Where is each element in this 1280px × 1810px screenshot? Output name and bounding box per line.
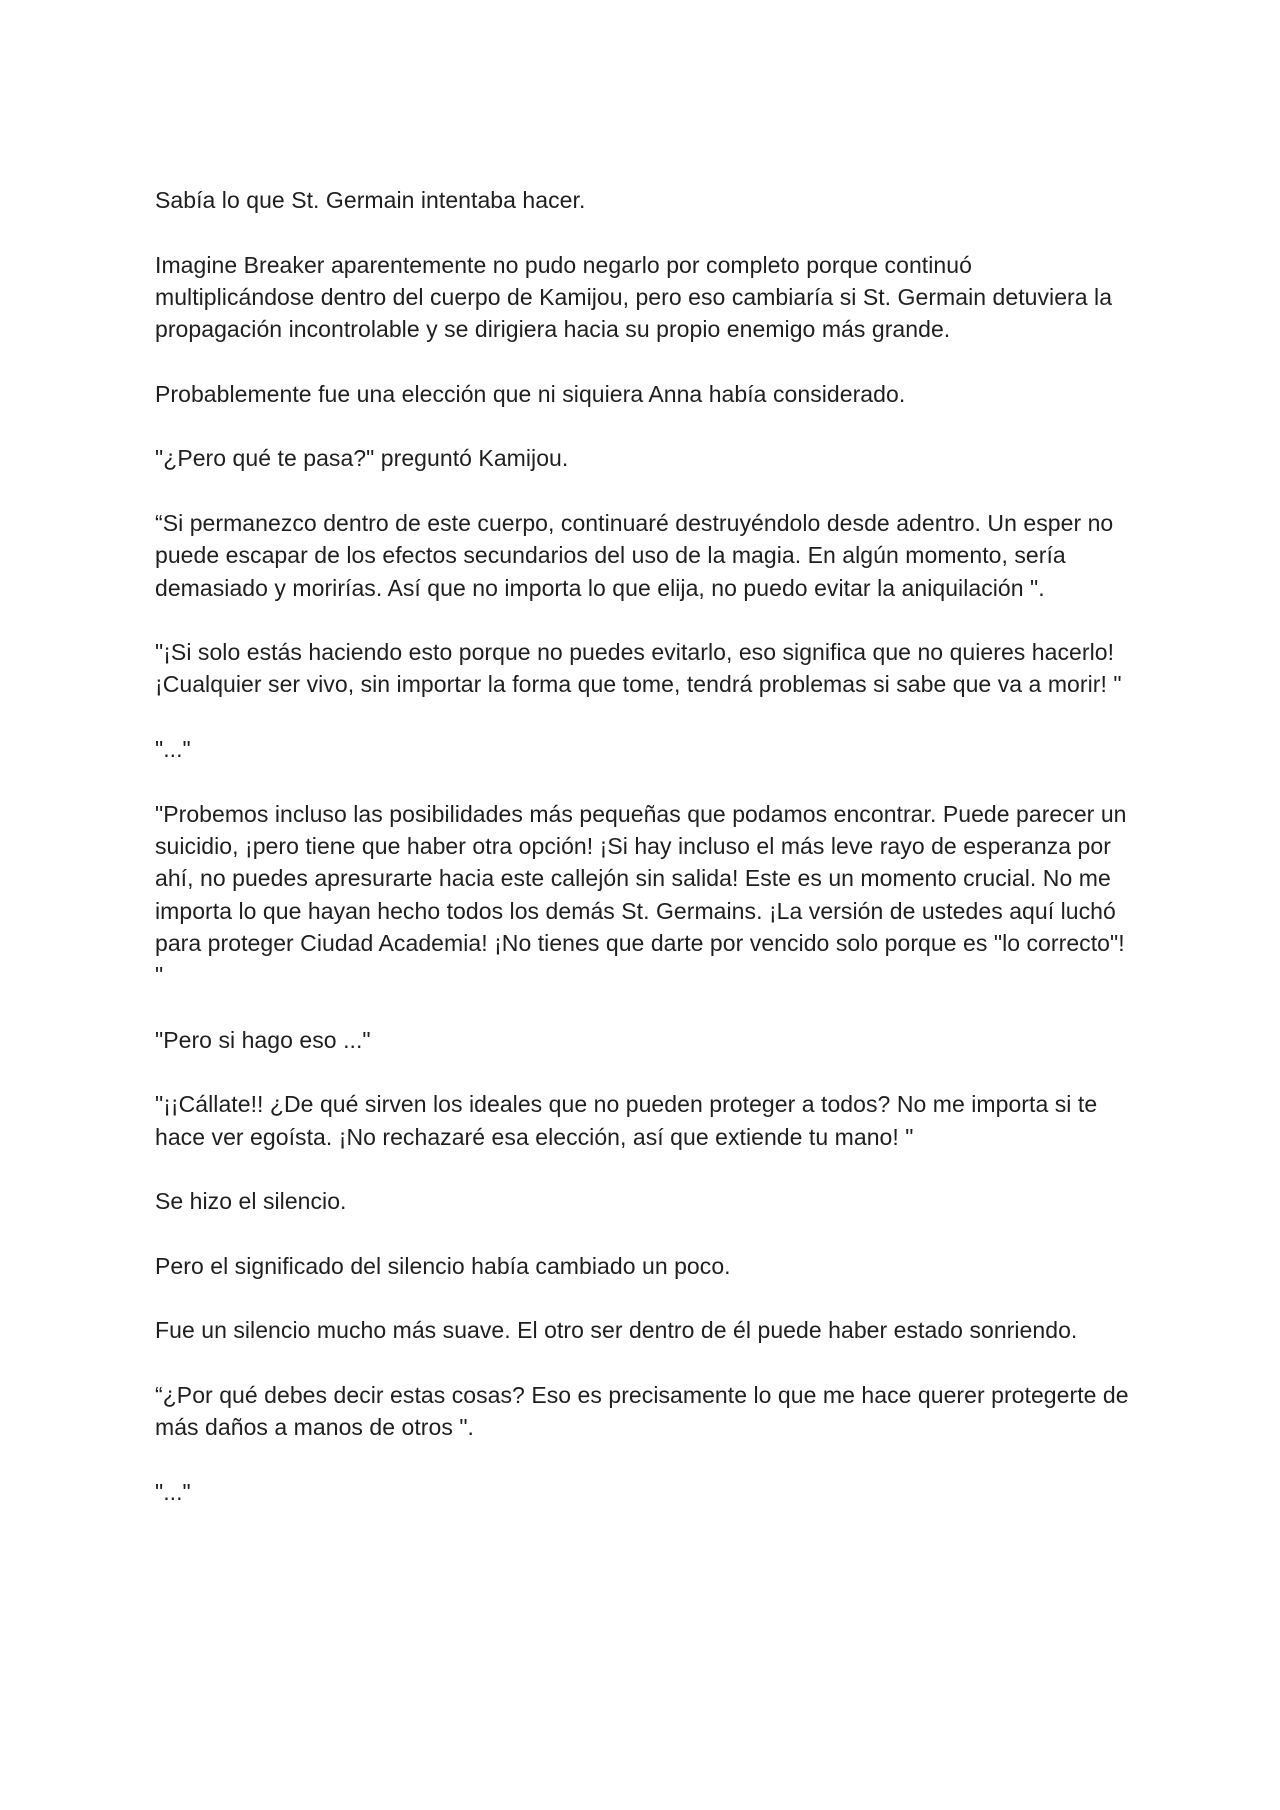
paragraph-15: "..." [155,1478,191,1505]
paragraph-4: "¿Pero qué te pasa?" preguntó Kamijou. [155,445,569,472]
paragraph-12: Pero el significado del silencio había cambiado un poco. [155,1252,731,1279]
paragraph-10: "¡¡Cállate!! ¿De qué sirven los ideales que no pueden proteger a todos? No me importa si te hace ver egoísta. ¡No rechazaré esa elección, así que extiende tu mano! " [155,1091,1098,1150]
paragraph-6: "¡Si solo estás haciendo esto porque no puedes evitarlo, eso significa que no quieres hacerlo! ¡Cualquier ser vivo, sin importar la forma que tome, tendrá problemas si sabe que va a morir! " [155,639,1122,698]
paragraph-9: "Pero si hago eso ..." [155,1026,371,1053]
paragraph-7: "..." [155,736,191,763]
paragraph-13: Fue un silencio mucho más suave. El otro ser dentro de él puede haber estado sonriendo. [155,1317,1078,1344]
paragraph-8: "Probemos incluso las posibilidades más pequeñas que podamos encontrar. Puede parecer un suicidio, ¡pero tiene que haber otra opción! ¡Si hay incluso el más leve rayo de esperanza por ahí, no puedes apresurarte hacia este callejón sin salida! Este es un momento crucial. No me importa lo que hayan hecho todos los demás St. Germains. ¡La versión de ustedes aquí luchó para proteger Ciudad Academia! ¡No tienes que darte por vencido solo porque es "lo correcto"! " [155,800,1127,989]
paragraph-11: Se hizo el silencio. [155,1188,347,1215]
document-body [155,184,1135,1540]
paragraph-5: “Si permanezco dentro de este cuerpo, continuaré destruyéndolo desde adentro. Un esper no puede escapar de los efectos secundarios del uso de la magia. En algún momento, sería demasiado y morirías. Así que no importa lo que elija, no puedo evitar la aniquilación ". [155,509,1114,601]
paragraph-2: Imagine Breaker aparentemente no pudo negarlo por completo porque continuó multiplicándose dentro del cuerpo de Kamijou, pero eso cambiaría si St. Germain detuviera la propagación incontrolable y se dirigiera hacia su propio enemigo más grande. [155,251,1113,343]
paragraph-14: “¿Por qué debes decir estas cosas? Eso es precisamente lo que me hace querer protegerte de más daños a manos de otros ". [155,1381,1129,1441]
paragraph-3: Probablemente fue una elección que ni siquiera Anna había considerado. [155,380,906,407]
paragraph-1: Sabía lo que St. Germain intentaba hacer. [155,187,586,213]
